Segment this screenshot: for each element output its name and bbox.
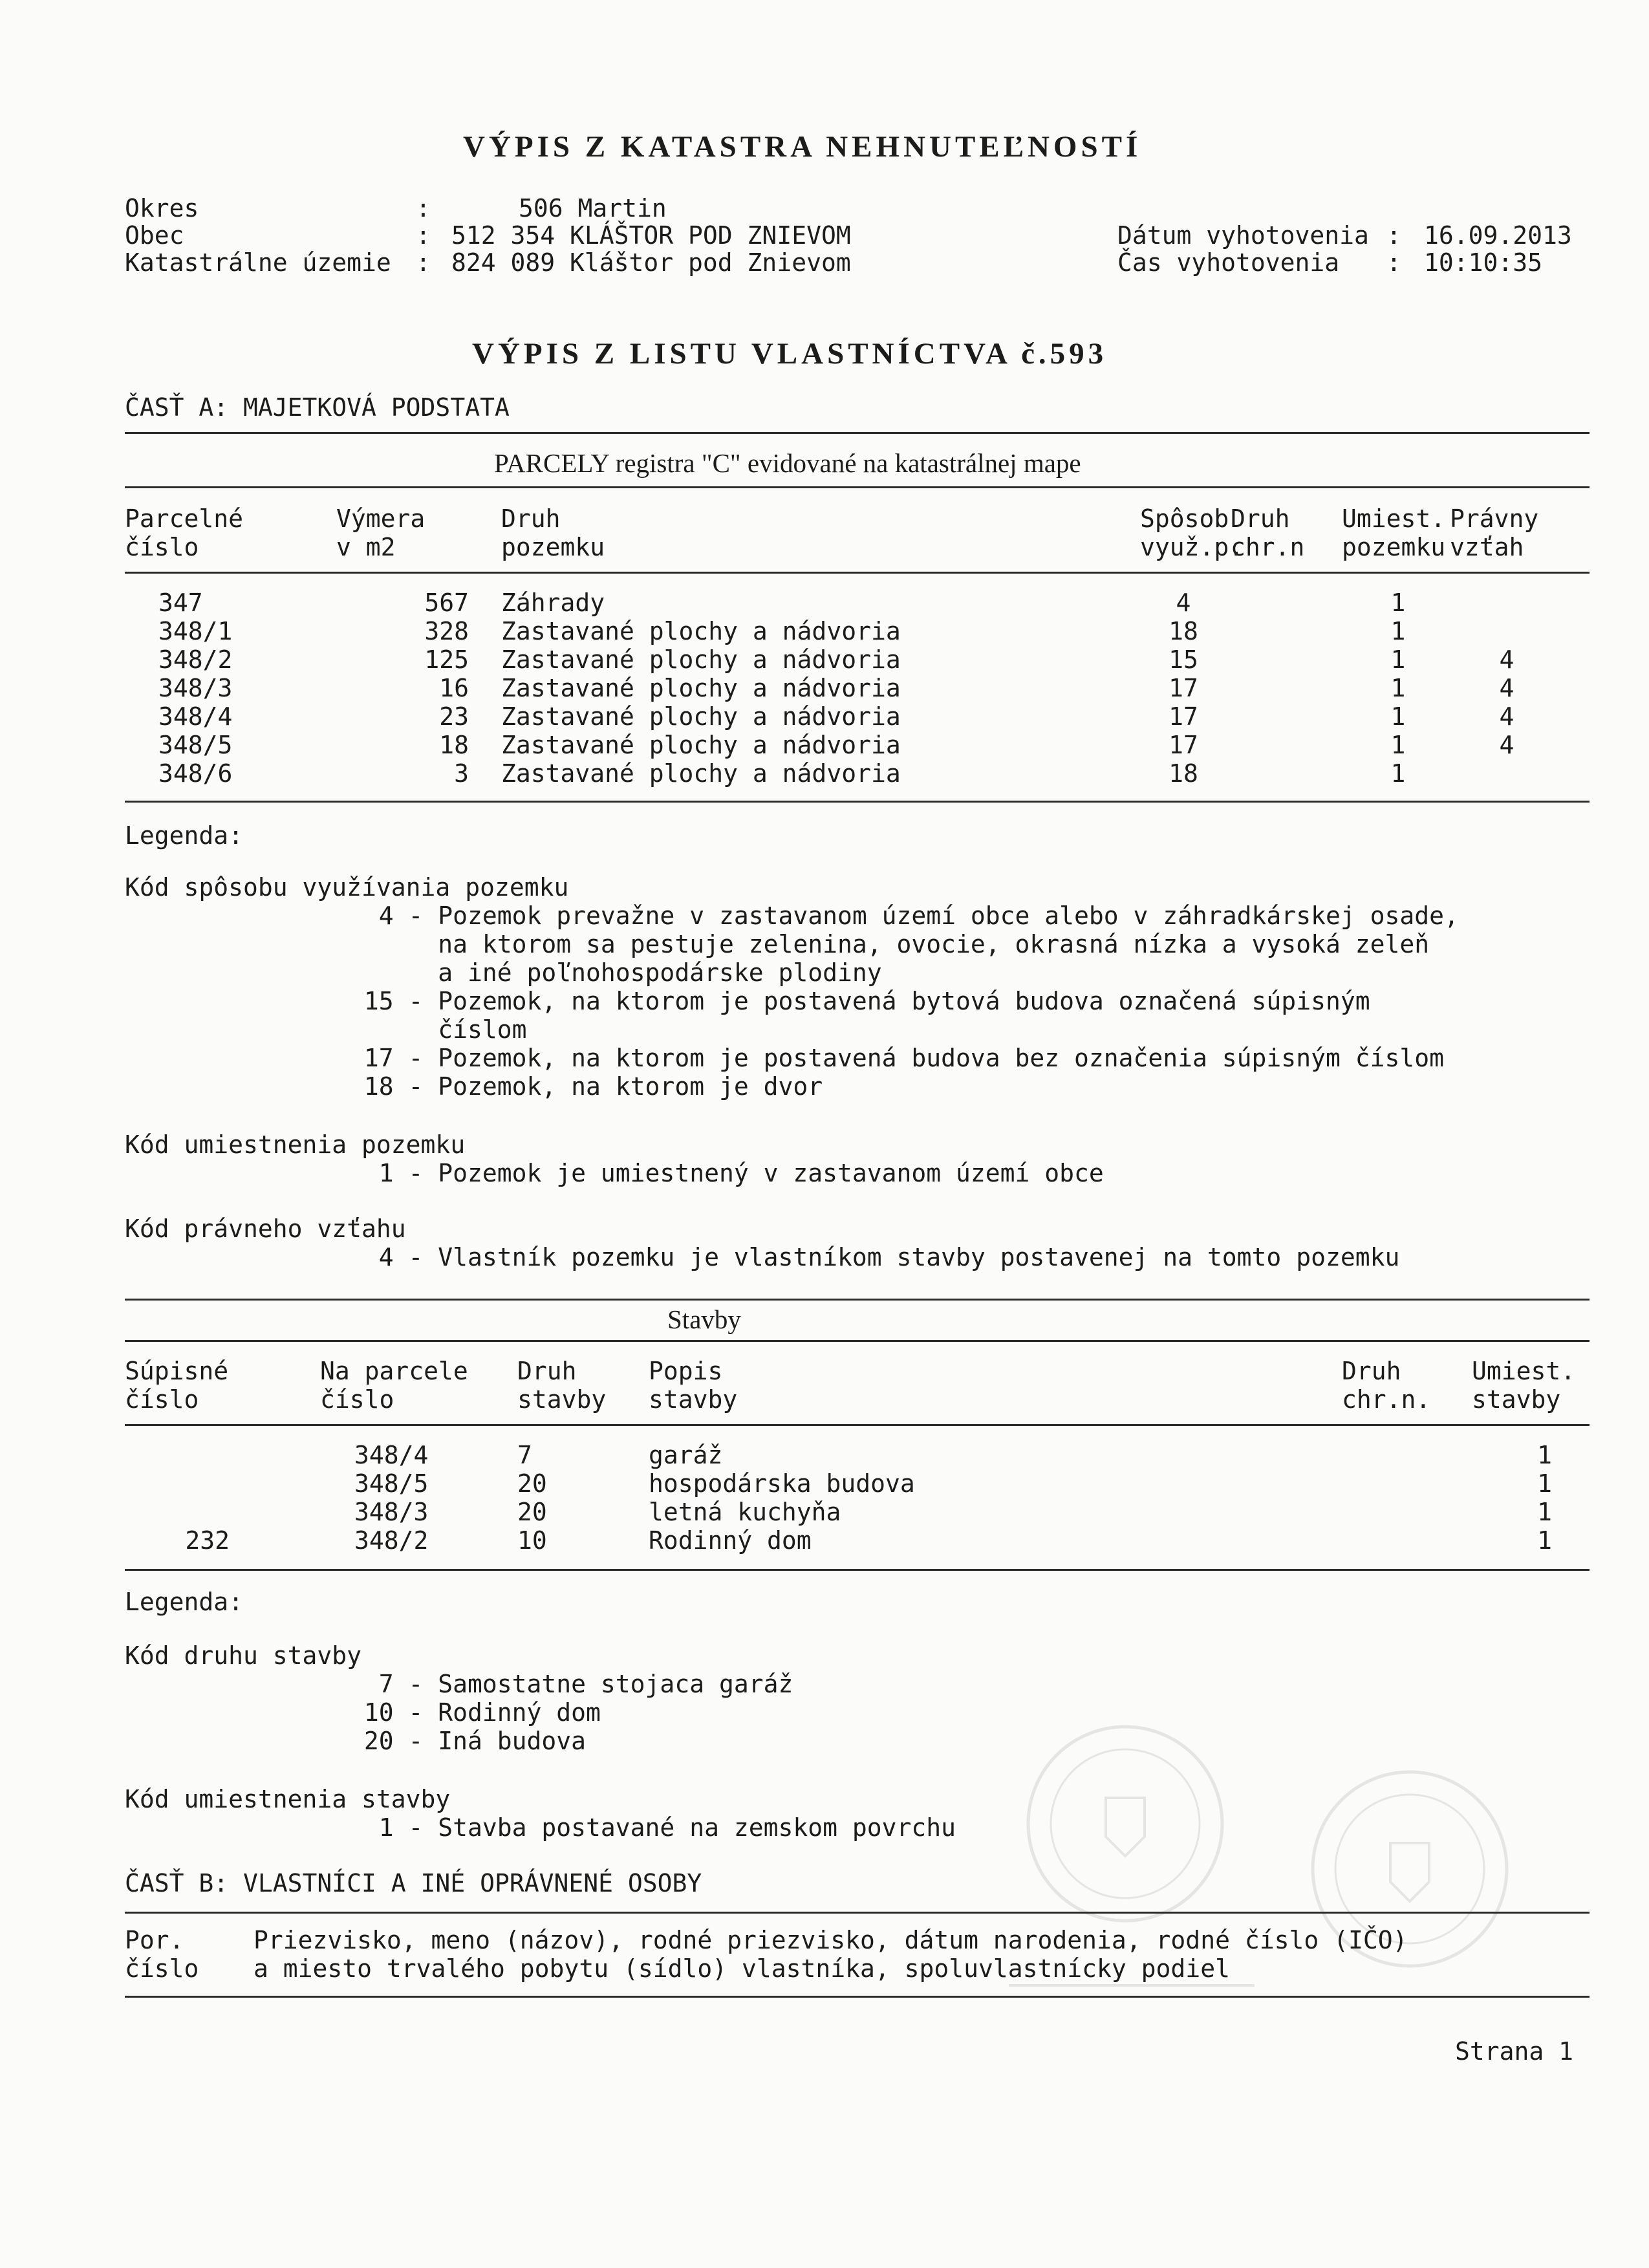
building-description: hospodárska budova [649,1469,915,1498]
parcel-type: Zastavané plochy a nádvoria [501,645,901,674]
obec-label: Obec [125,221,184,250]
stavby-col-umiest: Umiest. [1472,1357,1576,1385]
druh-stavby-legend-line: 10 - Rodinný dom [349,1698,601,1727]
ku-colon: : [416,248,431,277]
parcel-type: Zastavané plochy a nádvoria [501,674,901,702]
divider [125,1299,1590,1301]
stavby-col-popis: Popis [649,1357,723,1385]
stavby-legend-label: Legenda: [125,1588,244,1616]
building-description: letná kuchyňa [649,1498,841,1526]
sposob-legend-line: 18 - Pozemok, na ktorom je dvor [349,1072,823,1101]
building-location-code: 1 [1537,1526,1552,1555]
parcel-area: 328 [424,617,469,645]
building-description: Rodinný dom [649,1526,812,1555]
bleed-through-text [1086,61,1131,90]
vztah-legend-line: 4 - Vlastník pozemku je vlastníkom stavby postavenej na tomto pozemku [349,1243,1400,1271]
parcel-usage-code: 18 [1169,759,1198,788]
parcel-legal-code: 4 [1499,645,1514,674]
divider [125,1340,1590,1342]
stavby-col-druh-2: stavby [517,1385,607,1414]
col-header-umiest: Umiest. [1342,504,1446,533]
parcel-number: 348/3 [158,674,233,702]
part-b-col-por: Por. [125,1926,184,1954]
building-type-code: 20 [517,1498,547,1526]
document-title: VÝPIS Z KATASTRA NEHNUTEĽNOSTÍ [463,130,1142,164]
parcel-area: 3 [454,759,469,788]
stavby-col-parcela-2: číslo [320,1385,394,1414]
col-header-sposob-2: využ.p. [1140,533,1244,561]
building-description: garáž [649,1441,723,1469]
stavby-col-umiest-2: stavby [1472,1385,1561,1414]
parcel-location-code: 1 [1390,731,1406,759]
building-location-code: 1 [1537,1498,1552,1526]
col-header-druh: Druh [501,504,561,533]
parcel-legal-code: 4 [1499,702,1514,731]
col-header-vymera-2: v m2 [336,533,396,561]
parcel-number: 348/1 [158,617,233,645]
sposob-legend-line: na ktorom sa pestuje zelenina, ovocie, okrasná nízka a vysoká zeleň [349,930,1430,958]
cas-label: Čas vyhotovenia [1117,248,1340,277]
parcel-area: 567 [424,589,469,617]
sposob-legend-line: 17 - Pozemok, na ktorom je postavená budova bez označenia súpisným číslom [349,1044,1444,1072]
parcel-usage-code: 15 [1169,645,1198,674]
stavby-col-supisne-2: číslo [125,1385,199,1414]
parcel-location-code: 1 [1390,759,1406,788]
parcel-type: Záhrady [501,589,605,617]
divider [125,486,1590,488]
col-header-vztah: Právny [1450,504,1539,533]
stavby-col-chrn-2: chr.n. [1342,1385,1431,1414]
divider [125,572,1590,574]
sposob-legend-line: 15 - Pozemok, na ktorom je postavená bytová budova označená súpisným [349,987,1370,1015]
umiest-stavby-heading: Kód umiestnenia stavby [125,1785,451,1813]
lv-title: VÝPIS Z LISTU VLASTNÍCTVA č.593 [472,337,1108,371]
col-header-vztah-2: vzťah [1450,533,1524,561]
cas-value: 10:10:35 [1424,248,1543,277]
parcel-number: 347 [158,589,203,617]
stavby-col-parcela: Na parcele [320,1357,468,1385]
building-type-code: 10 [517,1526,547,1555]
stavby-col-supisne: Súpisné [125,1357,229,1385]
okres-colon: : [416,194,431,222]
parcel-location-code: 1 [1390,645,1406,674]
umiest-stavby-legend-line: 1 - Stavba postavané na zemskom povrchu [349,1813,956,1842]
stavby-col-druh: Druh [517,1357,577,1385]
parcel-number: 348/2 [158,645,233,674]
stavby-title: Stavby [667,1304,741,1334]
parcel-type: Zastavané plochy a nádvoria [501,759,901,788]
parcel-type: Zastavané plochy a nádvoria [501,617,901,645]
vztah-legend-heading: Kód právneho vzťahu [125,1215,406,1243]
parcel-usage-code: 17 [1169,702,1198,731]
parcel-usage-code: 17 [1169,731,1198,759]
building-parcel: 348/5 [354,1469,429,1498]
parcel-area: 16 [439,674,469,702]
sposob-legend-line: a iné poľnohospodárske plodiny [349,958,882,987]
parcel-number: 348/5 [158,731,233,759]
divider [125,801,1590,803]
okres-value: 506 Martin [519,194,667,222]
sposob-legend-line: 4 - Pozemok prevažne v zastavanom území obce alebo v záhradkárskej osade, [349,902,1459,930]
divider [125,1569,1590,1571]
legend-label: Legenda: [125,821,244,850]
parcel-number: 348/6 [158,759,233,788]
building-type-code: 7 [517,1441,532,1469]
stavby-col-popis-2: stavby [649,1385,738,1414]
col-header-vymera: Výmera [336,504,426,533]
umiest-legend-line: 1 - Pozemok je umiestnený v zastavanom území obce [349,1159,1104,1187]
parcel-area: 23 [439,702,469,731]
druh-stavby-legend-line: 20 - Iná budova [349,1727,587,1755]
datum-label: Dátum vyhotovenia [1117,221,1369,250]
parcel-usage-code: 18 [1169,617,1198,645]
part-b-heading: ČASŤ B: VLASTNÍCI A INÉ OPRÁVNENÉ OSOBY [125,1869,702,1897]
obec-value: 512 354 KLÁŠTOR POD ZNIEVOM [451,221,851,250]
sposob-legend-heading: Kód spôsobu využívania pozemku [125,873,569,902]
parcel-legal-code: 4 [1499,674,1514,702]
okres-label: Okres [125,194,199,222]
druh-stavby-heading: Kód druhu stavby [125,1641,362,1670]
sposob-legend-line: číslom [349,1015,527,1044]
parcely-title: PARCELY registra "C" evidované na katastrálnej mape [494,448,1081,478]
parcel-location-code: 1 [1390,702,1406,731]
parcel-type: Zastavané plochy a nádvoria [501,731,901,759]
building-parcel: 348/2 [354,1526,429,1555]
parcel-location-code: 1 [1390,589,1406,617]
parcel-type: Zastavané plochy a nádvoria [501,702,901,731]
col-header-sposob: Spôsob [1140,504,1229,533]
parcel-location-code: 1 [1390,674,1406,702]
ku-value: 824 089 Kláštor pod Znievom [451,248,851,277]
building-type-code: 20 [517,1469,547,1498]
divider [125,1424,1590,1426]
ku-label: Katastrálne územie [125,248,391,277]
parcel-area: 125 [424,645,469,674]
obec-colon: : [416,221,431,250]
part-b-col-por-2: číslo [125,1954,199,1983]
part-b-col-owner: Priezvisko, meno (názov), rodné priezvisko, dátum narodenia, rodné číslo (IČO) [253,1926,1408,1954]
parcel-number: 348/4 [158,702,233,731]
divider [125,1912,1590,1914]
parcel-location-code: 1 [1390,617,1406,645]
datum-value: 16.09.2013 [1424,221,1572,250]
divider [125,1996,1590,1998]
druh-stavby-legend-line: 7 - Samostatne stojaca garáž [349,1670,793,1698]
building-location-code: 1 [1537,1441,1552,1469]
parcel-usage-code: 4 [1176,589,1191,617]
building-registry-number: 232 [185,1526,230,1555]
col-header-druh-2: pozemku [501,533,605,561]
building-parcel: 348/3 [354,1498,429,1526]
divider [125,432,1590,434]
parcel-legal-code: 4 [1499,731,1514,759]
col-header-umiest-2: pozemku [1342,533,1446,561]
col-header-chrn-2: chr.n [1231,533,1305,561]
datum-colon: : [1386,221,1401,250]
part-b-col-owner-2: a miesto trvalého pobytu (sídlo) vlastníka, spoluvlastnícky podiel [253,1954,1230,1983]
parcel-area: 18 [439,731,469,759]
building-location-code: 1 [1537,1469,1552,1498]
building-parcel: 348/4 [354,1441,429,1469]
part-a-heading: ČASŤ A: MAJETKOVÁ PODSTATA [125,393,510,422]
col-header-chrn: Druh [1231,504,1290,533]
page-number: Strana 1 [1455,2037,1574,2066]
col-header-parcelne: Parcelné [125,504,244,533]
col-header-parcelne-2: číslo [125,533,199,561]
stavby-col-chrn: Druh [1342,1357,1401,1385]
parcel-usage-code: 17 [1169,674,1198,702]
cas-colon: : [1386,248,1401,277]
umiest-legend-heading: Kód umiestnenia pozemku [125,1130,466,1159]
